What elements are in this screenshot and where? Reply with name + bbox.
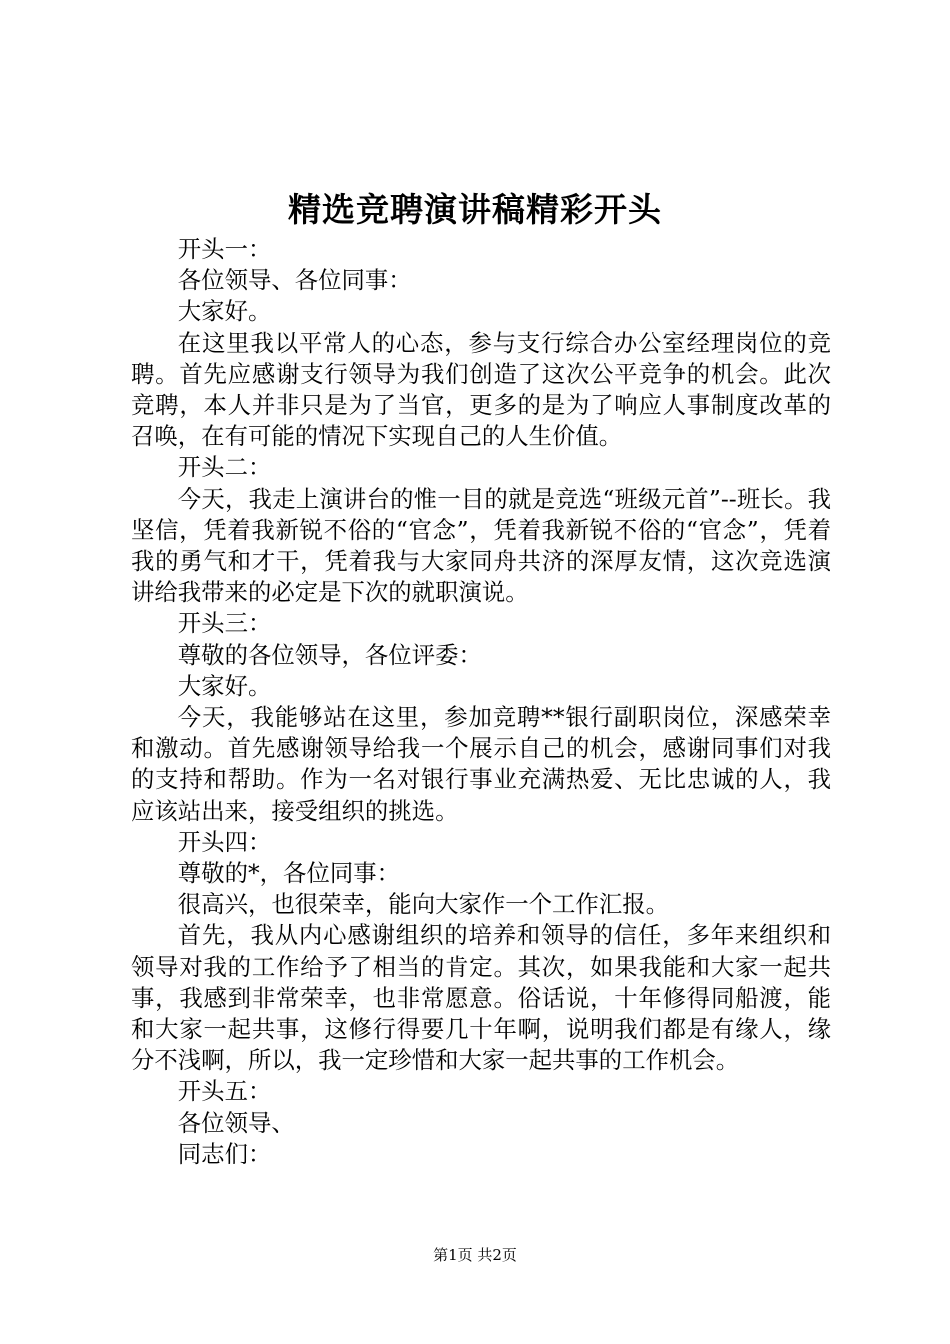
paragraph: 首先，我从内心感谢组织的培养和领导的信任，多年来组织和领导对我的工作给予了相当的肯定。其次，如果我能和大家一起共事，我感到非常荣幸，也非常愿意。俗话说，十年修得同船渡，能和大家一起共事，这修行得要几十年啊，说明我们都是有缘人，缘分不浅啊，所以，我一定珍惜和大家一起共事的工作机会。 — [131, 921, 831, 1075]
document-title: 精选竞聘演讲稿精彩开头 — [288, 190, 662, 229]
paragraph: 大家好。 — [177, 671, 272, 700]
paragraph: 很高兴，也很荣幸，能向大家作一个工作汇报。 — [177, 890, 669, 919]
paragraph: 开头二： — [177, 453, 272, 482]
paragraph: 同志们： — [177, 1139, 272, 1168]
paragraph: 今天，我走上演讲台的惟一目的就是竞选“班级元首”--班长。我坚信，凭着我新锐不俗的“官念”，凭着我新锐不俗的“官念”，凭着我的勇气和才干，凭着我与大家同舟共济的深厚友情，这次竞选演讲给我带来的必定是下次的就职演说。 — [131, 484, 831, 607]
paragraph: 各位领导、各位同事： — [177, 266, 412, 295]
page-footer: 第1页 共2页 — [433, 1246, 517, 1264]
paragraph: 尊敬的各位领导，各位评委： — [177, 640, 482, 669]
paragraph: 今天，我能够站在这里，参加竞聘**银行副职岗位，深感荣幸和激动。首先感谢领导给我一个展示自己的机会，感谢同事们对我的支持和帮助。作为一名对银行事业充满热爱、无比忠诚的人，我应该站出来，接受组织的挑选。 — [131, 703, 831, 825]
paragraph: 开头四： — [177, 827, 272, 856]
paragraph: 尊敬的*，各位同事： — [177, 859, 401, 888]
paragraph: 大家好。 — [177, 297, 272, 326]
paragraph: 开头三： — [177, 609, 272, 638]
paragraph: 开头一： — [177, 235, 272, 263]
document-body — [131, 234, 831, 1170]
paragraph: 开头五： — [177, 1077, 272, 1106]
paragraph: 各位领导、 — [177, 1108, 295, 1137]
paragraph: 在这里我以平常人的心态，参与支行综合办公室经理岗位的竞聘。首先应感谢支行领导为我们创造了这次公平竞争的机会。此次竞聘，本人并非只是为了当官，更多的是为了响应人事制度改革的召唤，在有可能的情况下实现自己的人生价值。 — [131, 328, 831, 451]
